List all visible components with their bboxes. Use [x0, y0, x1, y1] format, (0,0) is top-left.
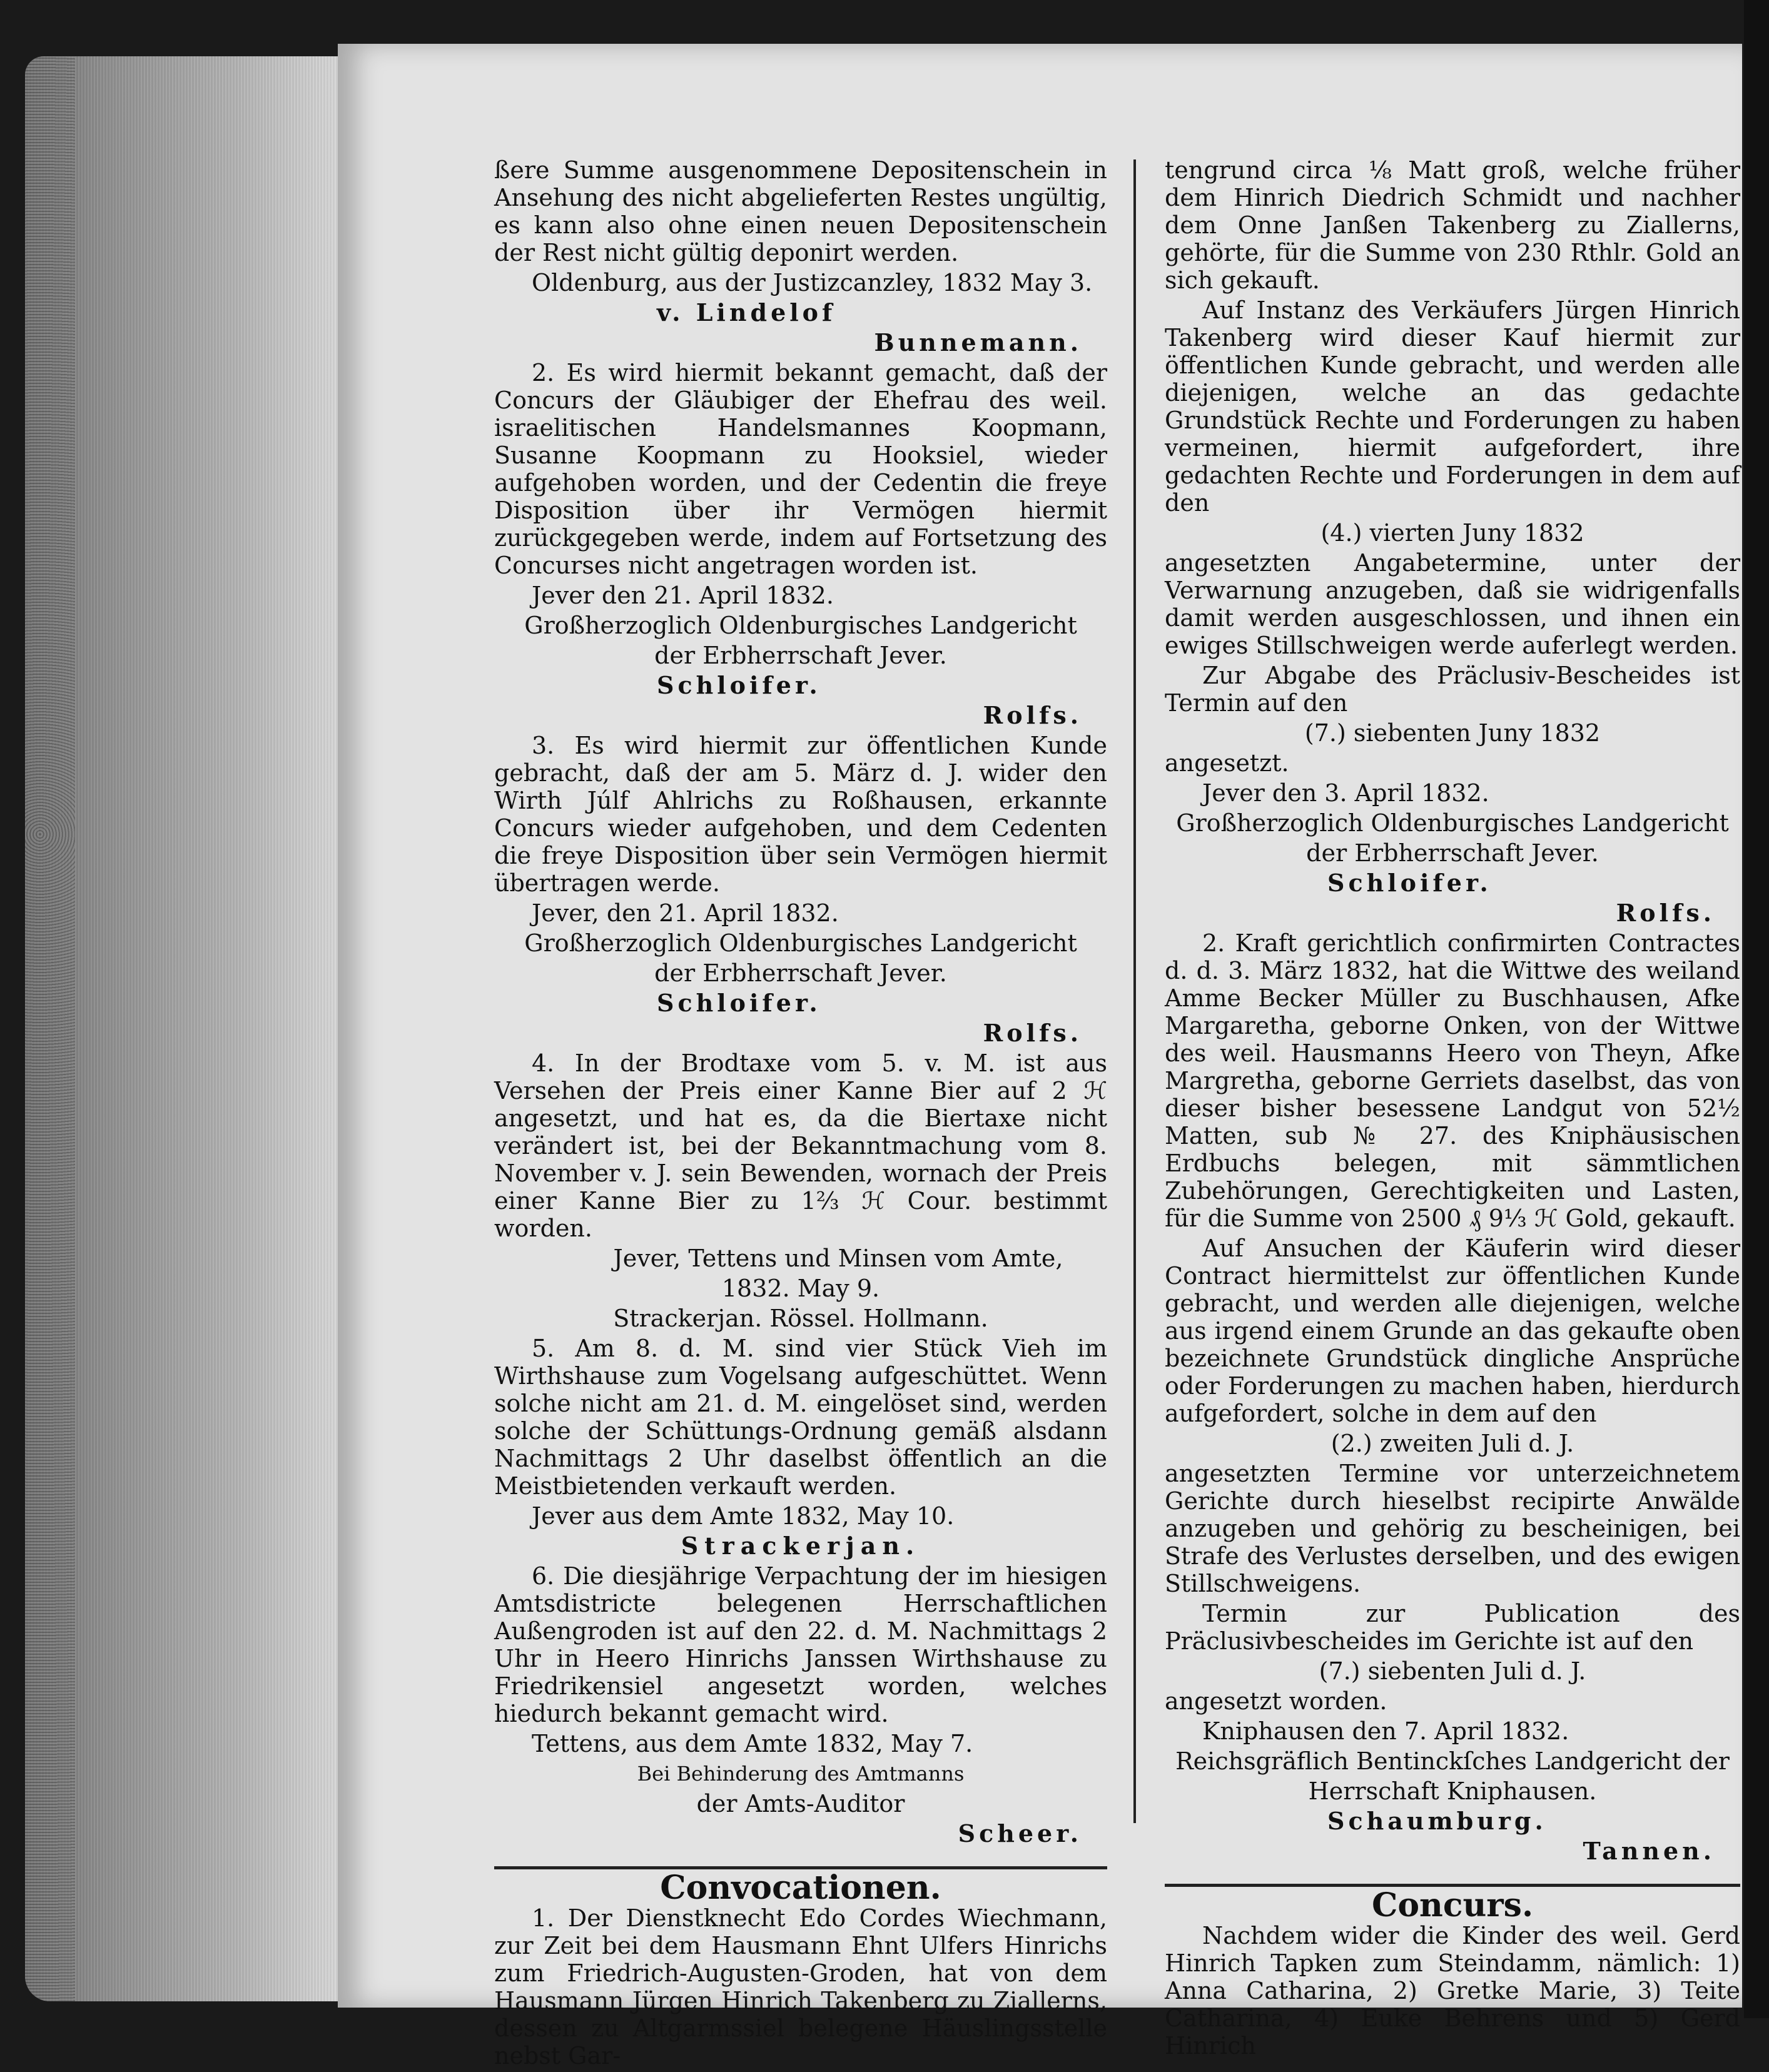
left-signature-1: v. Lindelof: [657, 298, 836, 326]
notice-6-note: Bei Behinderung des Amtmanns: [637, 1762, 965, 1786]
notice-4: 4. In der Brodtaxe vom 5. v. M. ist aus Versehen der Preis einer Kanne Bier auf 2 ℋ angesetzt, und hat es, da die Biertaxe nicht verändert ist, bei der Bekanntmachung vom 8. November v. J. sein Bewenden, wornach der Preis einer Kanne Bier zu 1⅔ ℋ Cour. bestimmt worden.: [494, 1049, 1107, 1242]
left-paragraph-0: ßere Summe ausgenommene Depositenschein in Ansehung des nicht abgelieferten Restes ungültig, es kann also ohne einen neuen Depositenschein der Rest nicht gültig deponirt werden.: [494, 156, 1107, 266]
notice-3-signature-1: Schloifer.: [657, 989, 821, 1017]
section-heading-convocationen: Convocationen.: [660, 1869, 941, 1907]
notice-3-signature-2: Rolfs.: [983, 1019, 1082, 1047]
right-paragraph-4: Zur Abgabe des Präclusiv-Bescheides ist Termin auf den: [1165, 662, 1740, 717]
page-shadow: [1744, 0, 1769, 2018]
notice-6-date: Tettens, aus dem Amte 1832, May 7.: [532, 1730, 973, 1757]
right-column: [1165, 156, 1740, 2062]
right-paragraph-6: Auf Ansuchen der Käuferin wird dieser Contract hiermittelst zur öffentlichen Kunde gebracht, und werden alle diejenigen, welche aus irgend einem Grunde an das gekaufte oben bezeichnete Grundstück dingliche Ansprüche oder Forderungen zu machen haben, hierdurch aufgefordert, solche in dem auf den: [1165, 1235, 1740, 1427]
right-term-date-1: (4.) vierten Juny 1832: [1320, 519, 1584, 547]
right-court-1: Großherzoglich Oldenburgisches Landgericht: [1176, 809, 1729, 837]
right-paragraph-7: angesetzten Termine vor unterzeichnetem Gerichte durch hieselbst recipirte Anwälde anzugeben und gehörig zu bescheinigen, bei Strafe des Verlustes derselben, und des ewigen Stillschweigens.: [1165, 1460, 1740, 1597]
notice-6: 6. Die diesjährige Verpachtung der im hiesigen Amtsdistricte belegenen Herrschaftlichen Außengroden ist auf den 22. d. M. Nachmittags 2 Uhr in Heero Hinrichs Janssen Wirthshause zu Friedrikensiel angesetzt worden, welches hiedurch bekannt gemacht wird.: [494, 1562, 1107, 1727]
notice-2-signature-1: Schloifer.: [657, 671, 821, 699]
right-paragraph-1: tengrund circa ⅛ Matt groß, welche früher dem Hinrich Diedrich Schmidt und nachher dem Onne Janßen Takenberg zu Ziallerns, gehörte, für die Summe von 230 Rthlr. Gold an sich gekauft.: [1165, 156, 1740, 294]
notice-5-signature: Strackerjan.: [681, 1532, 921, 1560]
notice-2-signature-2: Rolfs.: [983, 701, 1082, 729]
notice-4-signatures: Strackerjan. Rössel. Hollmann.: [613, 1305, 988, 1332]
right-signature-4: Tannen.: [1583, 1837, 1715, 1865]
right-paragraph-3: angesetzten Angabetermine, unter der Verwarnung anzugeben, daß sie widrigenfalls damit werden ausgeschlossen, und ihnen ein ewiges Stillschweigen werde auferlegt werden.: [1165, 549, 1740, 659]
section-heading-concurs: Concurs.: [1371, 1886, 1534, 1924]
notice-3-court-sub: der Erbherrschaft Jever.: [654, 959, 947, 987]
notice-2-court-sub: der Erbherrschaft Jever.: [654, 642, 947, 669]
right-term-date-3: (2.) zweiten Juli d. J.: [1331, 1430, 1574, 1457]
right-signature-3: Schaumburg.: [1327, 1807, 1547, 1835]
right-paragraph-4-end: angesetzt.: [1165, 749, 1289, 777]
notice-6-role: der Amts-Auditor: [696, 1790, 905, 1817]
notice-2: 2. Es wird hiermit bekannt gemacht, daß der Concurs der Gläubiger der Ehefrau des weil. israelitischen Handelsmannes Koopmann, Susanne Koopmann zu Hooksiel, wieder aufgehoben worden, und der Cedentin die freye Disposition über ihr Vermögen hiermit zurückgegeben werde, indem auf Fortsetzung des Concurses nicht angetragen worden ist.: [494, 359, 1107, 579]
notice-3-date: Jever, den 21. April 1832.: [532, 899, 839, 927]
left-place-date: Oldenburg, aus der Justizcanzley, 1832 May 3.: [532, 269, 1093, 296]
left-signature-2: Bunnemann.: [874, 328, 1082, 356]
right-place-date-1: Jever den 3. April 1832.: [1202, 779, 1489, 807]
right-paragraph-8-end: angesetzt worden.: [1165, 1687, 1387, 1715]
notice-5-date: Jever aus dem Amte 1832, May 10.: [532, 1502, 955, 1530]
right-signature-2: Rolfs.: [1616, 899, 1715, 927]
right-paragraph-2: Auf Instanz des Verkäufers Jürgen Hinrich Takenberg wird dieser Kauf hiermit zur öffentlichen Kunde gebracht, und werden alle diejenigen, welche an das gedachte Grundstück Rechte und Forderungen zu haben vermeinen, hiermit aufgefordert, ihre gedachten Rechte und Forderungen in dem auf den: [1165, 296, 1740, 517]
notice-4-date: Jever, Tettens und Minsen vom Amte,: [613, 1245, 1063, 1272]
right-court-1-sub: der Erbherrschaft Jever.: [1306, 839, 1599, 867]
notice-6-signature: Scheer.: [958, 1819, 1082, 1847]
right-court-2: Reichsgräflich Bentinckſches Landgericht der: [1175, 1747, 1730, 1775]
right-place-date-2: Kniphausen den 7. April 1832.: [1202, 1717, 1569, 1745]
book-edge-speckle: [25, 56, 75, 2001]
right-court-2-sub: Herrschaft Kniphausen.: [1308, 1777, 1597, 1805]
notice-5: 5. Am 8. d. M. sind vier Stück Vieh im Wirthshause zum Vogelsang aufgeschüttet. Wenn solche nicht am 21. d. M. eingelöset sind, werden solche der Schüttungs-Ordnung gemäß alsdann Nachmittags 2 Uhr daselbst öffentlich an die Meistbietenden verkauft werden.: [494, 1335, 1107, 1500]
convocation-1: 1. Der Dienstknecht Edo Cordes Wiechmann, zur Zeit bei dem Hausmann Ehnt Ulfers Hinrichs zum Friedrich-Augusten-Groden, hat von dem Hausmann Jürgen Hinrich Takenberg zu Ziallerns, dessen zu Altgarmssiel belegene Häuslingsstelle nebst Gar-: [494, 1904, 1107, 2069]
notice-2-court: Großherzoglich Oldenburgisches Landgericht: [524, 612, 1077, 639]
right-paragraph-5: 2. Kraft gerichtlich confirmirten Contractes d. d. 3. März 1832, hat die Wittwe des weiland Amme Becker Müller zu Buschhausen, Afke Margaretha, geborne Onken, von der Wittwe des weil. Hausmanns Heero von Theyn, Afke Margretha, geborne Gerriets daselbst, das von dieser bisher besessene Landgut von 52½ Matten, sub № 27. des Kniphäusischen Erdbuchs belegen, mit sämmtlichen Zubehörungen, Gerechtigkeiten und Lasten, für die Summe von 2500 ₰ 9⅓ ℋ Gold, gekauft.: [1165, 929, 1740, 1232]
right-paragraph-8: Termin zur Publication des Präclusivbescheides im Gerichte ist auf den: [1165, 1600, 1740, 1655]
notice-2-date: Jever den 21. April 1832.: [532, 582, 834, 609]
concurs-paragraph: Nachdem wider die Kinder des weil. Gerd Hinrich Tapken zum Steindamm, nämlich: 1) Anna Catharina, 2) Gretke Marie, 3) Teite Catharina, 4) Euke Behrens und 5) Gerd Hinrich: [1165, 1922, 1740, 2059]
column-divider: [1133, 159, 1136, 1823]
notice-4-date-year: 1832. May 9.: [721, 1275, 880, 1302]
notice-3: 3. Es wird hiermit zur öffentlichen Kunde gebracht, daß der am 5. März d. J. wider den Wirth Júlf Ahlrichs zu Roßhausen, erkannte Concurs wieder aufgehoben, und dem Cedenten die freye Disposition über sein Vermögen hiermit übertragen werde.: [494, 732, 1107, 897]
left-column: [494, 156, 1107, 2072]
right-term-date-4: (7.) siebenten Juli d. J.: [1319, 1657, 1586, 1685]
notice-3-court: Großherzoglich Oldenburgisches Landgericht: [524, 929, 1077, 957]
right-signature-1: Schloifer.: [1327, 869, 1492, 897]
right-term-date-2: (7.) siebenten Juny 1832: [1304, 719, 1601, 747]
